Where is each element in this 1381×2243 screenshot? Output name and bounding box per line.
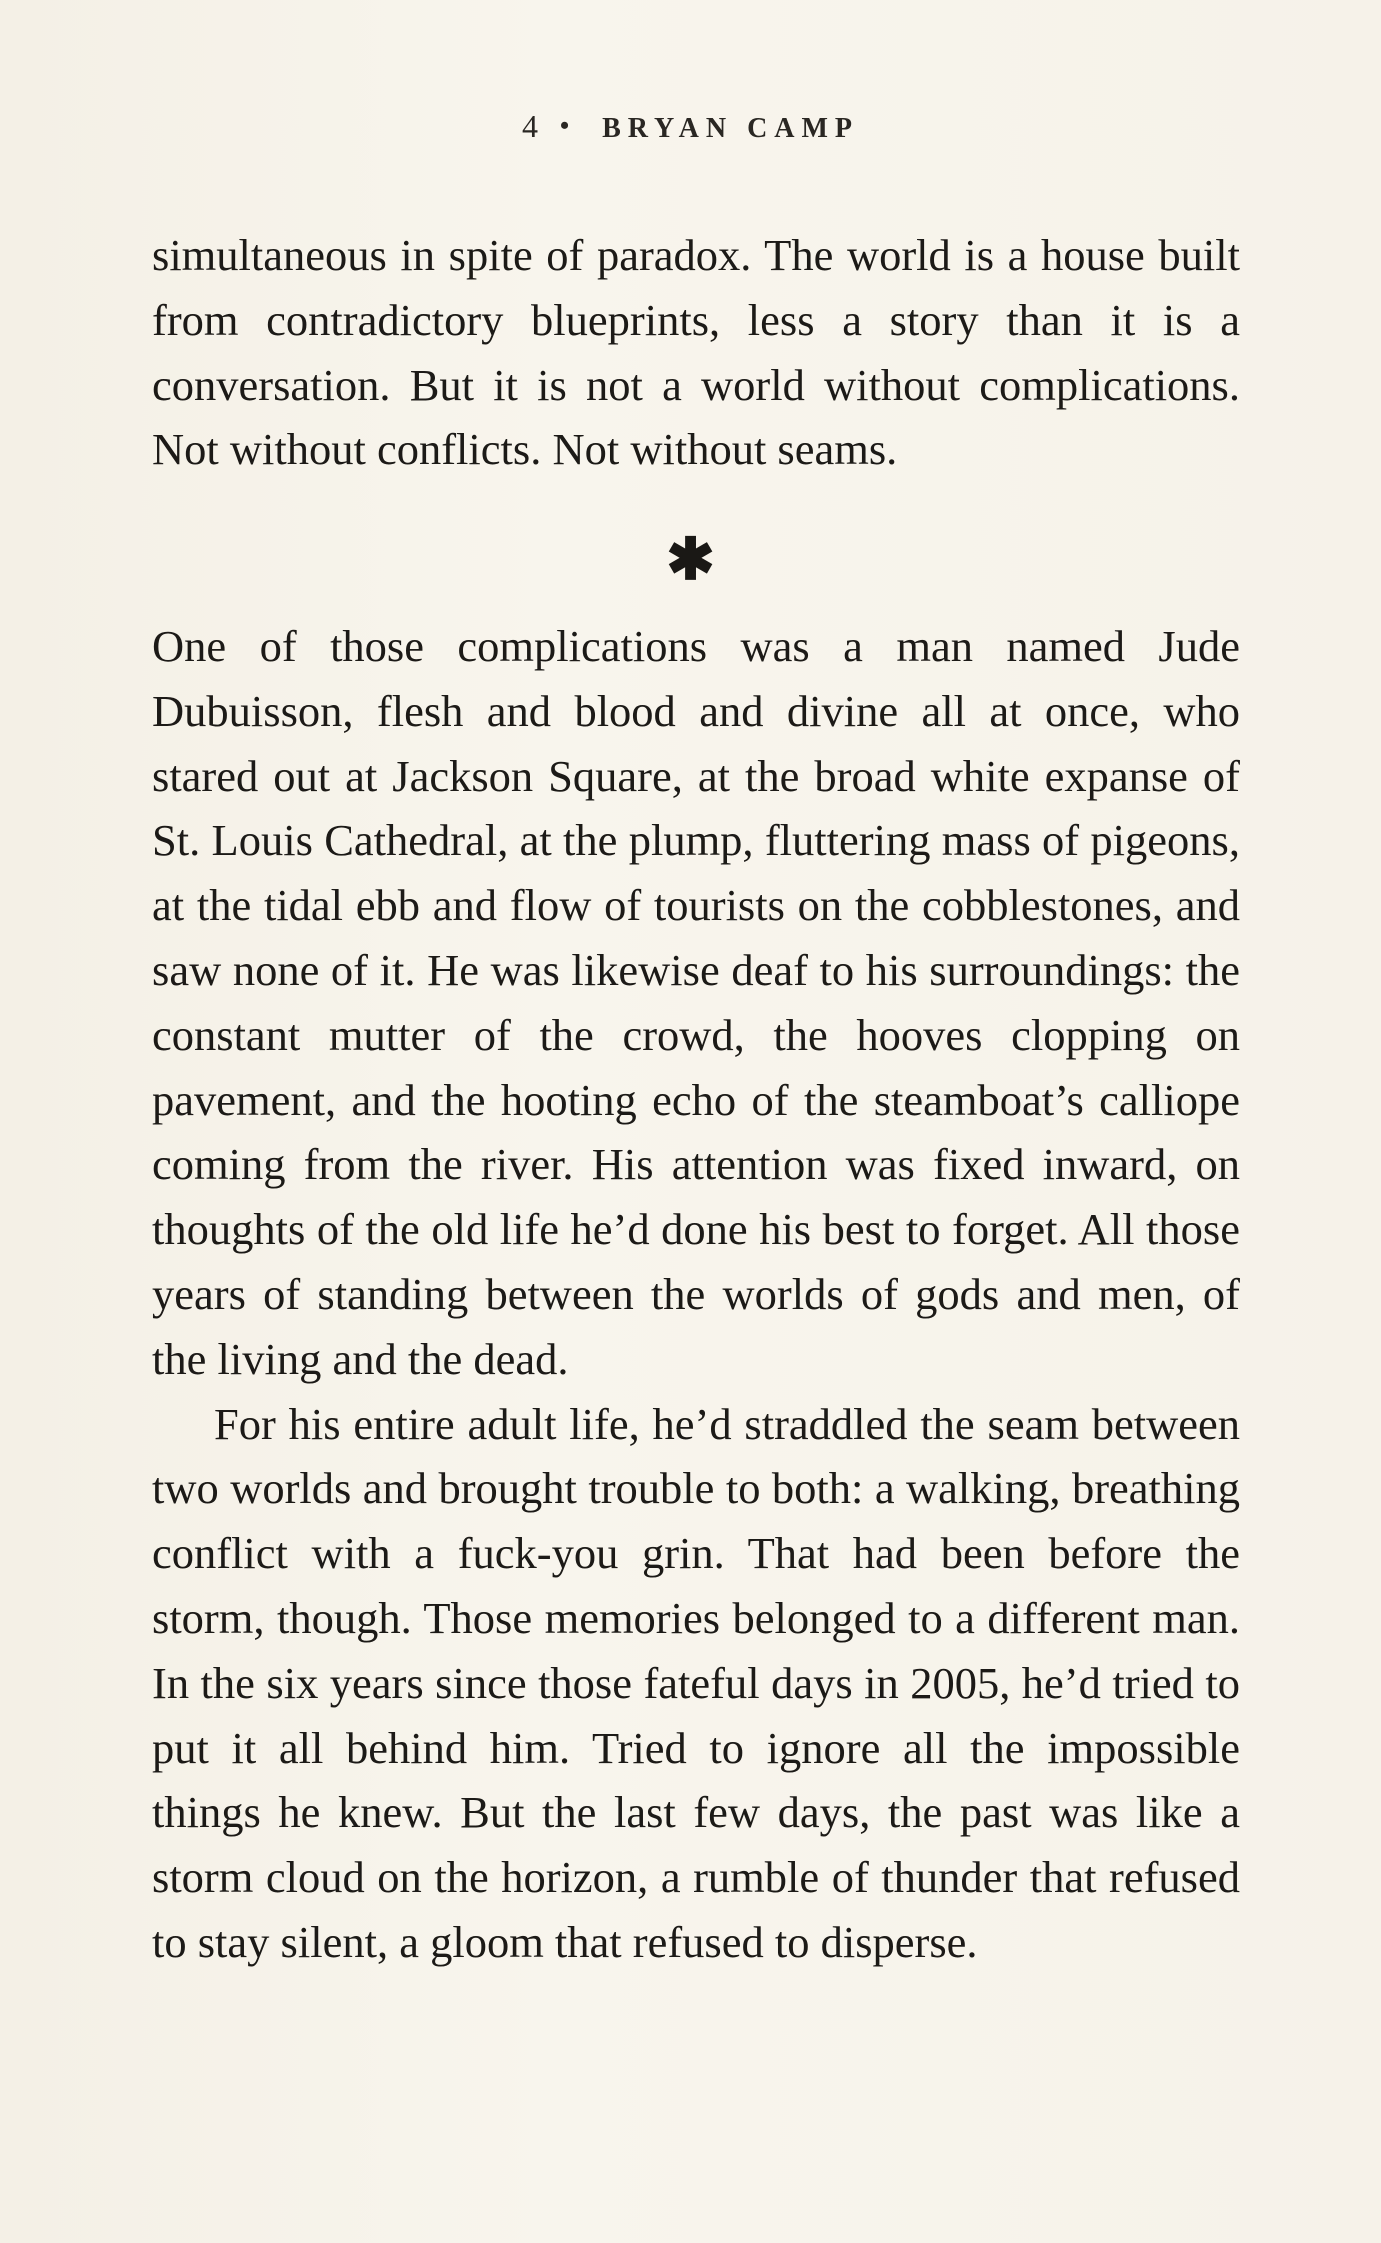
text-block-section: [152, 614, 1240, 1975]
section-break-asterisk-icon: ✱: [666, 527, 715, 592]
header-separator-icon: •: [559, 111, 577, 140]
paragraph: simultaneous in spite of paradox. The world is a house built from contradictory blueprints, less a story than it is a conversation. But it is not a world without complications. Not without conflicts. Not without seams.: [152, 230, 1240, 475]
running-header: [0, 108, 1381, 145]
page-number: 4: [521, 108, 538, 144]
text-block-opening: [152, 223, 1240, 482]
paragraph: One of those complications was a man named Jude Dubuisson, flesh and blood and divine all at once, who stared out at Jackson Square, at the broad white expanse of St. Louis Cathedral, at the plump, fluttering mass of pigeons, at the tidal ebb and flow of tourists on the cobblestones, and saw none of it. He was likewise deaf to his surroundings: the constant mutter of the crowd, the hooves clopping on pavement, and the hooting echo of the steamboat’s calliope coming from the river. His attention was fixed inward, on thoughts of the old life he’d done his best to forget. All those years of standing between the worlds of gods and men, of the living and the dead.: [152, 621, 1240, 1384]
paragraph: For his entire adult life, he’d straddled the seam between two worlds and brought trouble to both: a walking, breathing conflict with a fuck-you grin. That had been before the storm, though. Those memories belonged to a different man. In the six years since those fateful days in 2005, he’d tried to put it all behind him. Tried to ignore all the impossible things he knew. But the last few days, the past was like a storm cloud on the horizon, a rumble of thunder that refused to stay silent, a gloom that refused to disperse.: [152, 1398, 1240, 1967]
author-name: BRYAN CAMP: [602, 113, 860, 144]
